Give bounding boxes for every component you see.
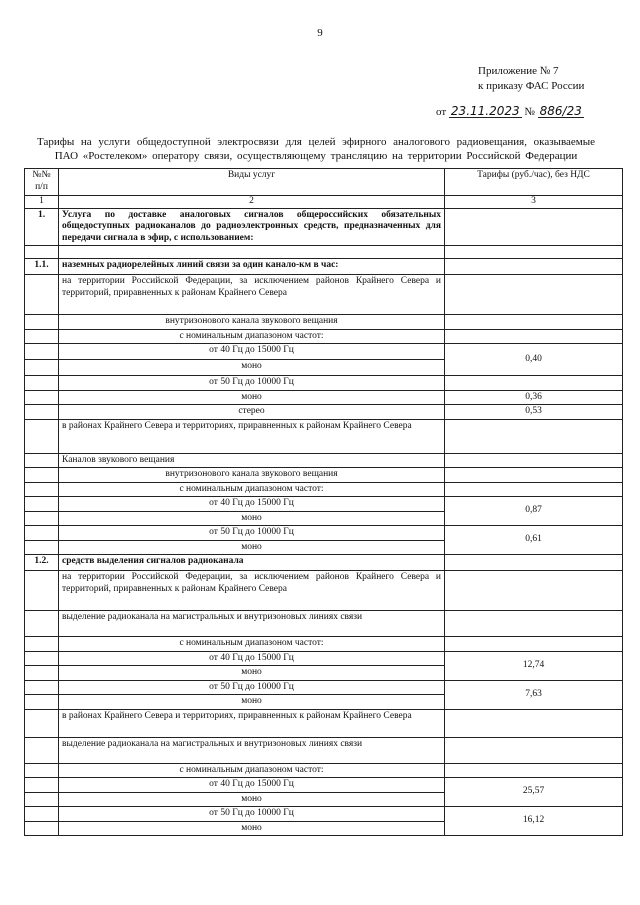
row-number — [25, 763, 59, 778]
header-tariff: Тарифы (руб./час), без НДС — [445, 169, 623, 196]
table-row — [25, 637, 623, 652]
row-tariff: 12,74 — [445, 651, 623, 680]
row-number — [25, 792, 59, 807]
order-reference — [436, 105, 584, 118]
row-tariff: 25,57 — [445, 778, 623, 807]
row-service: от 40 Гц до 15000 Гц — [59, 344, 445, 360]
row-service: выделение радиоканала на магистральных и внутризоновых линиях связи — [59, 737, 445, 763]
table-body — [25, 208, 623, 836]
row-number — [25, 376, 59, 391]
row-service: моно — [59, 360, 445, 376]
order-number-label: № — [524, 106, 535, 118]
row-tariff — [445, 709, 623, 737]
row-service: моно — [59, 695, 445, 710]
row-tariff: 0,40 — [445, 344, 623, 376]
table-row — [25, 405, 623, 420]
row-service: наземных радиорелейных линий связи за один канало-км в час: — [59, 259, 445, 275]
table-row — [25, 208, 623, 246]
row-tariff — [445, 571, 623, 611]
row-tariff — [445, 315, 623, 330]
row-tariff: 7,63 — [445, 680, 623, 709]
row-tariff — [445, 453, 623, 468]
row-number — [25, 453, 59, 468]
table-row — [25, 526, 623, 541]
row-number — [25, 821, 59, 836]
row-number — [25, 419, 59, 453]
row-service: с номинальным диапазоном частот: — [59, 763, 445, 778]
row-tariff — [445, 329, 623, 344]
row-tariff: 0,61 — [445, 526, 623, 555]
table-header-row — [25, 169, 623, 196]
index-cell-2: 2 — [59, 196, 445, 209]
table-row — [25, 453, 623, 468]
row-number — [25, 695, 59, 710]
row-tariff — [445, 259, 623, 275]
header-number: №№ п/п — [25, 169, 59, 196]
row-service: от 40 Гц до 15000 Гц — [59, 778, 445, 793]
table-row — [25, 390, 623, 405]
row-tariff — [445, 208, 623, 246]
row-number — [25, 390, 59, 405]
row-service: от 50 Гц до 10000 Гц — [59, 526, 445, 541]
row-tariff — [445, 468, 623, 483]
row-number — [25, 709, 59, 737]
row-service: моно — [59, 540, 445, 555]
row-number — [25, 329, 59, 344]
row-number — [25, 497, 59, 512]
row-tariff — [445, 419, 623, 453]
table-row — [25, 778, 623, 793]
row-number — [25, 246, 59, 259]
row-tariff: 0,87 — [445, 497, 623, 526]
row-number: 1.1. — [25, 259, 59, 275]
document-title: Тарифы на услуги общедоступной электросвязи для целей эфирного аналогового радиовещания, оказываемые ПАО «Ростелеком» оператору связи, осуществляющему трансляцию на территории Российской Федерации — [37, 136, 595, 162]
row-service: Каналов звукового вещания — [59, 453, 445, 468]
row-number — [25, 666, 59, 681]
row-service: моно — [59, 792, 445, 807]
row-service: в районах Крайнего Севера и территориях, приравненных к районам Крайнего Севера — [59, 419, 445, 453]
row-number — [25, 651, 59, 666]
row-tariff — [445, 376, 623, 391]
row-number: 1.2. — [25, 555, 59, 571]
row-service: от 40 Гц до 15000 Гц — [59, 651, 445, 666]
row-service: моно — [59, 511, 445, 526]
index-cell-3: 3 — [445, 196, 623, 209]
header-service: Виды услуг — [59, 169, 445, 196]
page-number: 9 — [317, 27, 323, 39]
table-row — [25, 807, 623, 822]
row-number — [25, 680, 59, 695]
row-service: внутризонового канала звукового вещания — [59, 468, 445, 483]
row-tariff — [445, 611, 623, 637]
row-number: 1. — [25, 208, 59, 246]
row-tariff — [445, 737, 623, 763]
table-row — [25, 709, 623, 737]
row-service — [59, 246, 445, 259]
row-tariff — [445, 482, 623, 497]
table-row — [25, 275, 623, 315]
row-number — [25, 405, 59, 420]
row-number — [25, 344, 59, 360]
row-tariff: 0,53 — [445, 405, 623, 420]
row-service: с номинальным диапазоном частот: — [59, 482, 445, 497]
table-row — [25, 497, 623, 512]
table-row — [25, 246, 623, 259]
row-number — [25, 482, 59, 497]
table-row — [25, 555, 623, 571]
row-service: выделение радиоканала на магистральных и внутризоновых линиях связи — [59, 611, 445, 637]
table-row — [25, 680, 623, 695]
row-service: стерео — [59, 405, 445, 420]
row-service: от 40 Гц до 15000 Гц — [59, 497, 445, 512]
appendix-block — [478, 64, 584, 94]
row-tariff — [445, 763, 623, 778]
row-service: Услуга по доставке аналоговых сигналов общероссийских обязательных общедоступных радиоканалов до радиоэлектронных средств, предназначенных для передачи сигнала в эфир, с использованием: — [59, 208, 445, 246]
tariff-table — [24, 168, 623, 836]
table-row — [25, 315, 623, 330]
table-row — [25, 651, 623, 666]
row-tariff — [445, 246, 623, 259]
order-date: 23.11.2023 — [450, 104, 520, 118]
table-row — [25, 259, 623, 275]
row-service: в районах Крайнего Севера и территориях, приравненных к районам Крайнего Севера — [59, 709, 445, 737]
row-service: от 50 Гц до 10000 Гц — [59, 807, 445, 822]
row-number — [25, 511, 59, 526]
table-row — [25, 468, 623, 483]
row-tariff — [445, 637, 623, 652]
order-number: 886/23 — [539, 104, 582, 118]
table-row — [25, 344, 623, 360]
row-number — [25, 315, 59, 330]
table-row — [25, 329, 623, 344]
row-number — [25, 468, 59, 483]
row-number — [25, 778, 59, 793]
appendix-line-1: Приложение № 7 — [478, 65, 559, 77]
row-service: моно — [59, 390, 445, 405]
table-row — [25, 611, 623, 637]
table-row — [25, 763, 623, 778]
row-service: от 50 Гц до 10000 Гц — [59, 680, 445, 695]
row-number — [25, 571, 59, 611]
row-service: моно — [59, 666, 445, 681]
row-service: внутризонового канала звукового вещания — [59, 315, 445, 330]
row-number — [25, 360, 59, 376]
table-row — [25, 482, 623, 497]
row-tariff — [445, 555, 623, 571]
table-row — [25, 571, 623, 611]
row-tariff — [445, 275, 623, 315]
table-row — [25, 419, 623, 453]
row-tariff: 16,12 — [445, 807, 623, 836]
row-service: на территории Российской Федерации, за исключением районов Крайнего Севера и территорий, приравненных к районам Крайнего Севера — [59, 275, 445, 315]
row-number — [25, 275, 59, 315]
row-number — [25, 526, 59, 541]
index-cell-1: 1 — [25, 196, 59, 209]
row-number — [25, 737, 59, 763]
row-number — [25, 540, 59, 555]
table-row — [25, 376, 623, 391]
appendix-line-2: к приказу ФАС России — [478, 80, 585, 92]
row-service: с номинальным диапазоном частот: — [59, 637, 445, 652]
row-service: моно — [59, 821, 445, 836]
row-tariff: 0,36 — [445, 390, 623, 405]
row-service: средств выделения сигналов радиоканала — [59, 555, 445, 571]
row-number — [25, 807, 59, 822]
row-service: на территории Российской Федерации, за исключением районов Крайнего Севера и территорий, приравненных к районам Крайнего Севера — [59, 571, 445, 611]
table-row — [25, 737, 623, 763]
row-number — [25, 637, 59, 652]
row-service: от 50 Гц до 10000 Гц — [59, 376, 445, 391]
row-number — [25, 611, 59, 637]
table-index-row — [25, 196, 623, 209]
row-service: с номинальным диапазоном частот: — [59, 329, 445, 344]
order-prefix: от — [436, 106, 447, 118]
